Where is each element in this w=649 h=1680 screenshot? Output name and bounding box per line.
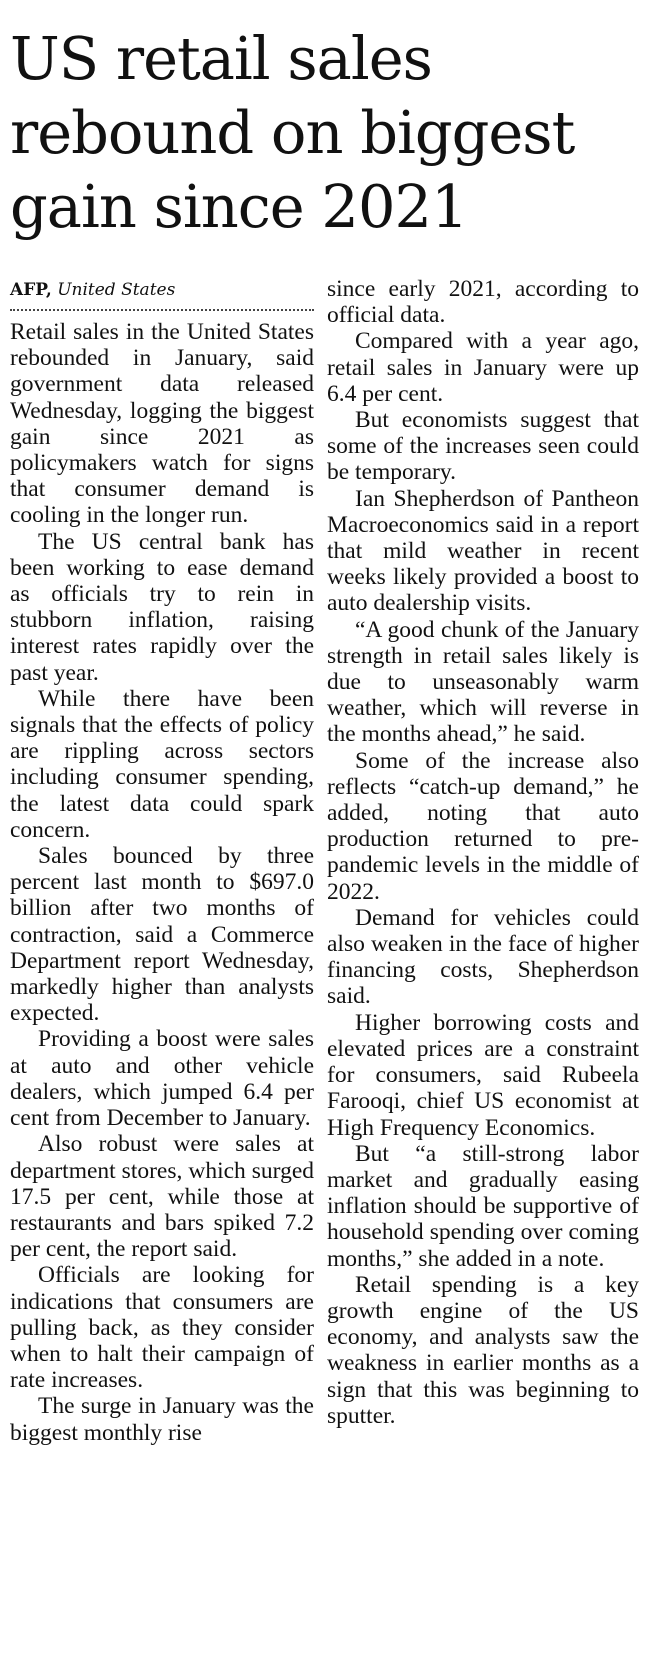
headline: US retail sales rebound on biggest gain since 2021 bbox=[10, 24, 575, 241]
paragraph: Ian Shepherdson of Pantheon Macroeconomics said in a report that mild weather in recent weeks likely provided a boost to auto dealership visits. bbox=[327, 485, 639, 617]
column-left bbox=[10, 276, 314, 1446]
article-columns bbox=[10, 276, 639, 1446]
paragraph: Also robust were sales at department stores, which surged 17.5 per cent, while those at restaurants and bars spiked 7.2 per cent, the report said. bbox=[10, 1131, 314, 1263]
paragraph: Retail spending is a key growth engine of the US economy, and analysts saw the weakness in earlier months as a sign that this was beginning to sputter. bbox=[327, 1271, 639, 1429]
byline-agency: AFP, bbox=[10, 280, 52, 300]
paragraph-continued: since early 2021, according to official data. bbox=[327, 276, 639, 329]
paragraph: Retail sales in the United States rebounded in January, said government data released Wednesday, logging the biggest gain since 2021 as policymakers watch for signs that consumer demand is cooling in the longer run. bbox=[10, 319, 314, 529]
paragraph: Some of the increase also reflects “catch-up demand,” he added, noting that auto production returned to pre-pandemic levels in the middle of 2022. bbox=[327, 747, 639, 905]
byline bbox=[10, 278, 314, 302]
paragraph: The surge in January was the biggest monthly rise bbox=[10, 1393, 314, 1446]
byline-divider bbox=[10, 309, 314, 311]
paragraph: Providing a boost were sales at auto and other vehicle dealers, which jumped 6.4 per cent from December to January. bbox=[10, 1026, 314, 1132]
paragraph: Officials are looking for indications that consumers are pulling back, as they consider when to halt their campaign of rate increases. bbox=[10, 1262, 314, 1394]
paragraph: “A good chunk of the January strength in retail sales likely is due to unseasonably warm weather, which will reverse in the months ahead,” he said. bbox=[327, 616, 639, 748]
paragraph: The US central bank has been working to ease demand as officials try to rein in stubborn inflation, raising interest rates rapidly over the past year. bbox=[10, 528, 314, 686]
paragraph: But economists suggest that some of the increases seen could be temporary. bbox=[327, 407, 639, 486]
byline-location: United States bbox=[57, 280, 176, 300]
paragraph: Compared with a year ago, retail sales in January were up 6.4 per cent. bbox=[327, 328, 639, 407]
paragraph: Sales bounced by three percent last month to $697.0 billion after two months of contraction, said a Commerce Department report Wednesday, markedly higher than analysts expected. bbox=[10, 843, 314, 1027]
paragraph: While there have been signals that the effects of policy are rippling across sectors including consumer spending, the latest data could spark concern. bbox=[10, 685, 314, 843]
column-right bbox=[327, 276, 639, 1446]
paragraph: Demand for vehicles could also weaken in the face of higher financing costs, Shepherdson said. bbox=[327, 904, 639, 1010]
paragraph: Higher borrowing costs and elevated prices are a constraint for consumers, said Rubeela Farooqi, chief US economist at High Frequency Economics. bbox=[327, 1009, 639, 1141]
paragraph: But “a still-strong labor market and gradually easing inflation should be supportive of household spending over coming months,” she added in a note. bbox=[327, 1140, 639, 1272]
